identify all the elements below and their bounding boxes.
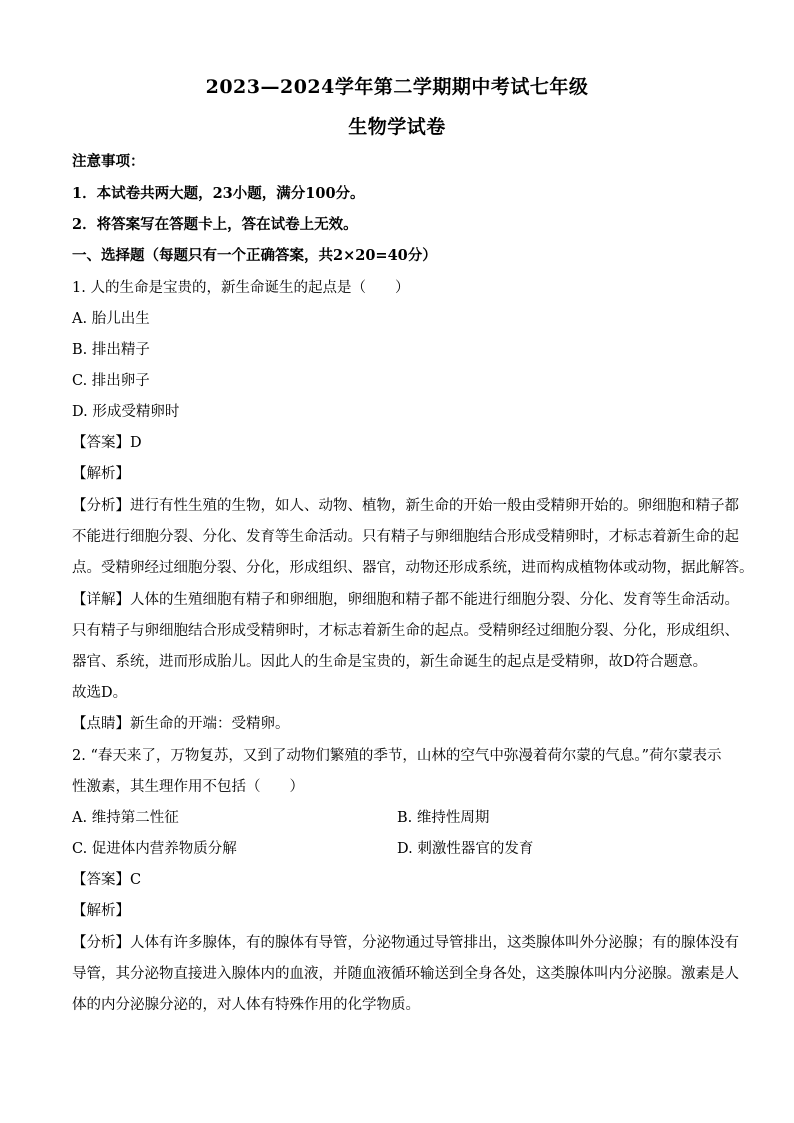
section-heading: 一、选择题（每题只有一个正确答案，共2×20=40分） xyxy=(72,247,437,264)
analysis-label: 【解析】 xyxy=(72,903,130,919)
tip-text: 【点睛】新生命的开端：受精卵。 xyxy=(72,716,290,732)
notice-item: 1．本试卷共两大题，23小题，满分100分。 xyxy=(72,185,365,202)
analysis-text: 【分析】人体有许多腺体，有的腺体有导管，分泌物通过导管排出，这类腺体叫外分泌腺；有的腺体没有 xyxy=(72,935,739,951)
option-b: B. 排出精子 xyxy=(72,342,150,358)
analysis-text: 点。受精卵经过细胞分裂、分化，形成组织、器官，动物还形成系统，进而构成植物体或动物，据此解答。 xyxy=(72,560,754,576)
answer: 【答案】C xyxy=(72,872,142,888)
option-a: A. 胎儿出生 xyxy=(72,311,150,327)
exam-title: 2023—2024学年第二学期期中考试七年级 xyxy=(205,76,589,98)
option-c: C. 排出卵子 xyxy=(72,373,150,389)
detail-text: 只有精子与卵细胞结合形成受精卵时，才标志着新生命的起点。受精卵经过细胞分裂、分化，形成组织、 xyxy=(72,623,739,639)
notice-item: 2．将答案写在答题卡上，答在试卷上无效。 xyxy=(72,216,358,233)
analysis-text: 【分析】进行有性生殖的生物，如人、动物、植物，新生命的开始一般由受精卵开始的。卵细胞和精子都 xyxy=(72,498,739,514)
analysis-text: 导管，其分泌物直接进入腺体内的血液，并随血液循环输送到全身各处，这类腺体叫内分泌腺。激素是人 xyxy=(72,966,739,982)
option-d: D. 刺激性器官的发育 xyxy=(397,841,534,857)
analysis-text: 不能进行细胞分裂、分化、发育等生命活动。只有精子与卵细胞结合形成受精卵时，才标志着新生命的起 xyxy=(72,529,739,545)
question-stem: 1. 人的生命是宝贵的，新生命诞生的起点是（ ） xyxy=(72,280,410,296)
detail-text: 器官、系统，进而形成胎儿。因此人的生命是宝贵的，新生命诞生的起点是受精卵，故D符合题意。 xyxy=(72,654,708,670)
detail-text: 【详解】人体的生殖细胞有精子和卵细胞，卵细胞和精子都不能进行细胞分裂、分化、发育等生命活动。 xyxy=(72,592,739,608)
analysis-text: 体的内分泌腺分泌的，对人体有特殊作用的化学物质。 xyxy=(72,997,420,1013)
question-stem: 性激素，其生理作用不包括（ ） xyxy=(72,779,304,795)
option-c: C. 促进体内营养物质分解 xyxy=(72,841,237,857)
option-a: A. 维持第二性征 xyxy=(72,810,179,826)
option-b: B. 维持性周期 xyxy=(397,810,490,826)
analysis-label: 【解析】 xyxy=(72,466,130,482)
exam-subtitle: 生物学试卷 xyxy=(348,116,446,138)
notice-heading: 注意事项： xyxy=(72,153,145,170)
detail-text: 故选D。 xyxy=(72,685,128,701)
option-d: D. 形成受精卵时 xyxy=(72,404,180,420)
question-stem: 2. “春天来了，万物复苏，又到了动物们繁殖的季节，山林的空气中弥漫着荷尔蒙的气息。”荷尔蒙表示 xyxy=(72,748,722,764)
answer: 【答案】D xyxy=(72,435,142,451)
